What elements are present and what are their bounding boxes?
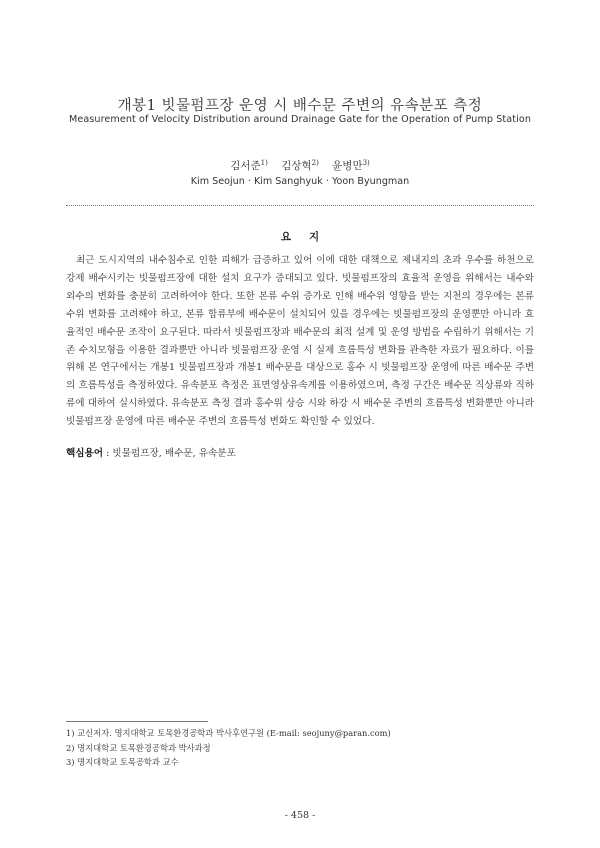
page-number: - 458 -	[284, 810, 316, 821]
paper-title-english: Measurement of Velocity Distribution around Drainage Gate for the Operation of Pump Station	[68, 114, 532, 125]
author-list-korean	[0, 158, 600, 173]
keywords-line	[66, 445, 534, 459]
author-2	[281, 160, 319, 172]
keywords-value: 빗물펌프장, 배수문, 유속분포	[112, 448, 236, 459]
abstract-body: 최근 도시지역의 내수침수로 인한 피해가 급증하고 있어 이에 대한 대책으로 제내지의 초과 우수를 하천으로 강제 배수시키는 빗물펌프장에 대한 설치 요구가 증대되고 있다. 빗물펌프장의 효율적 운영을 위해서는 내수와 외수의 변화를 충분히 고려하여야 한다. 또한 본류 수위 증가로 인해 배수위 영향을 받는 지천의 경우에는 본류 수위 변화를 고려해야 하고, 본류 합류부에 배수문이 설치되어 있을 경우에는 빗물펌프장의 운영뿐만 아니라 효율적인 배수문 조작이 요구된다. 따라서 빗물펌프장과 배수문의 최적 설계 및 운영 방법을 수립하기 위해서는 기존 수치모형을 이용한 결과뿐만 아니라 빗물펌프장 운영 시 실제 흐름특성 변화를 관측한 자료가 필요하다. 이를 위해 본 연구에서는 개봉1 빗물펌프장과 개봉1 배수문을 대상으로 홍수 시 빗물펌프장 운영에 따른 배수문 주변의 흐름특성을 측정하였다. 유속분포 측정은 표면영상유속계를 이용하였으며, 측정 구간은 배수문 직상류와 직하류에 대하여 실시하였다. 유속분포 측정 결과 홍수위 상승 시와 하강 시 배수문 주변의 흐름특성 변화뿐만 아니라 빗물펌프장 운영에 따른 배수문 주변의 흐름특성 변화도 확인할 수 있었다.	[66, 255, 534, 428]
author-footnote-mark: 1)	[260, 159, 268, 167]
author-footnote-mark: 2)	[311, 159, 319, 167]
author-footnote-mark: 3)	[362, 159, 370, 167]
footnote-3: 3) 명지대학교 토목공학과 교수	[66, 757, 179, 768]
author-list-english: Kim Seojun · Kim Sanghyuk · Yoon Byungman	[190, 176, 410, 187]
footnote-1: 1) 교신저자. 명지대학교 토목환경공학과 박사후연구원 (E-mail: seojuny@paran.com)	[66, 728, 391, 738]
paper-title-korean: 개봉1 빗물펌프장 운영 시 배수문 주변의 유속분포 측정	[117, 98, 483, 114]
author-name: 김상혁	[281, 160, 312, 172]
keywords-label: 핵심용어	[66, 448, 104, 459]
footnote-divider	[66, 721, 208, 722]
author-name: 김서준	[230, 160, 261, 172]
footnotes	[66, 726, 534, 770]
author-name: 윤병만	[332, 160, 363, 172]
author-1	[230, 160, 268, 172]
keywords-separator: :	[103, 448, 113, 459]
abstract-heading: 요지	[280, 231, 338, 243]
footnote-2: 2) 명지대학교 토목환경공학과 박사과정	[66, 742, 211, 753]
author-3	[332, 160, 370, 172]
section-divider	[66, 205, 534, 206]
